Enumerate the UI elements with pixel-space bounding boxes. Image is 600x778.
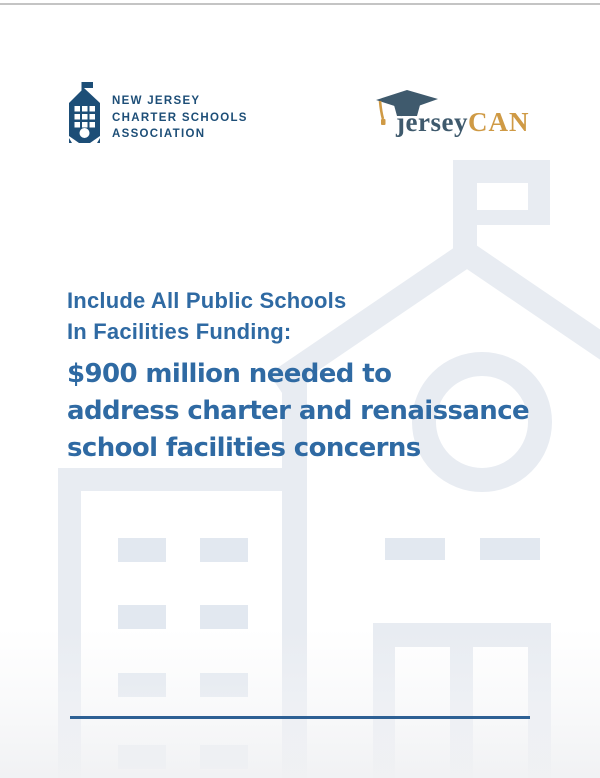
subtitle-line-2: In Facilities Funding: [67,319,292,344]
schoolhouse-icon [69,82,100,143]
title-block [67,285,557,467]
headline-line-1: $900 million needed to [67,359,392,389]
njcsa-logo-text [112,93,248,143]
jerseycan-jersey: jersey [396,107,468,137]
footer-divider-rule [70,716,530,719]
njcsa-logo [69,82,259,146]
subtitle-line-1: Include All Public Schools [67,288,347,313]
headline-line-3: school facilities concerns [67,433,421,463]
jerseycan-logo-text [396,107,529,138]
bottom-fade-gradient [0,628,600,778]
njcsa-line-3: ASSOCIATION [112,128,206,140]
njcsa-line-1: NEW JERSEY [112,95,201,107]
page-top-border [0,3,600,5]
jerseycan-logo [374,84,544,144]
headline-line-2: address charter and renaissance [67,396,530,426]
njcsa-line-2: CHARTER SCHOOLS [112,111,248,124]
jerseycan-can: CAN [467,107,530,137]
